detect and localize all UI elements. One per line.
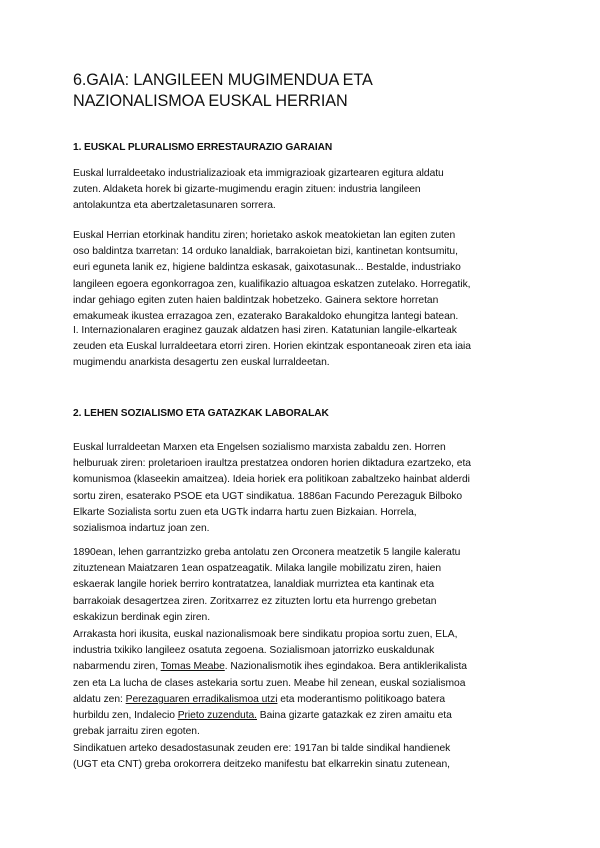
text-line: komunismoa (klaseekin amaitzea). Ideia horiek era politikoan zabaltzeko hainbat alderdi <box>73 474 470 486</box>
text-line: emakumeak ikustea errazagoa zen, ezaterako Barakaldoko ehungitza lantegi batean. <box>73 311 459 323</box>
text-line: helburuak ziren: proletarioen iraultza prestatzea ondoren horien diktadura ezartzeko, eta <box>73 458 471 470</box>
text-line: eskaerak langile horiek berriro kontratatzea, lanaldiak murriztea eta kantinak eta <box>73 579 435 591</box>
text-run: aldatu zen: <box>73 693 126 705</box>
paragraph-6 <box>73 627 513 740</box>
text-run: . Nazionalismotik ihes egindakoa. Bera antiklerikalista <box>224 661 467 673</box>
text-line: mugimendu anarkista desagertu zen euskal lurraldeetan. <box>73 357 330 369</box>
section-heading-2: 2. LEHEN SOZIALISMO ETA GATAZKAK LABORALAK <box>73 408 329 419</box>
text-line: Euskal lurraldeetan Marxen eta Engelsen sozialismo marxista zabaldu zen. Horren <box>73 442 446 453</box>
text-run: nabarmendu ziren, <box>73 661 161 673</box>
paragraph-2 <box>73 228 513 325</box>
text-line: zen eta La lucha de clases astekaria sortu zuen. Meabe hil zenean, euskal sozialismoa <box>73 677 466 689</box>
text-line: industria txikiko langileez osatuta zegoena. Sozialismoan jatorrizko euskaldunak <box>73 645 435 657</box>
link-perezagua[interactable]: Perezaguaren erradikalismoa utzi <box>125 693 278 705</box>
text-run: hurbildu zen, Indalecio <box>73 710 178 722</box>
text-line: Arrakasta hori ikusita, euskal nazionalismoak bere sindikatu propioa sortu zuen, ELA, <box>73 629 458 640</box>
text-line: Euskal Herrian etorkinak handitu ziren; horietako askok meatokietan lan egiten zuten <box>73 230 456 241</box>
text-line: langileen egoera egonkorragoa zen, kualifikazio altuagoa eskatzen zutelako. Horregatik, <box>73 278 471 290</box>
text-line: 1890ean, lehen garrantzizko greba antolatu zen Orconera meatzetik 5 langile kaleratu <box>73 547 461 558</box>
text-run: eta moderantismo politikoago batera <box>277 693 446 705</box>
text-line: antolakuntza eta abertzaletasunaren sorrera. <box>73 200 276 212</box>
paragraph-1 <box>73 166 513 215</box>
text-line: sortu ziren, esaterako PSOE eta UGT sindikatua. 1886an Facundo Perezaguk Bilboko <box>73 490 463 502</box>
link-prieto[interactable]: Prieto zuzenduta. <box>177 710 257 722</box>
text-line <box>73 708 513 724</box>
title-line-1: 6.GAIA: LANGILEEN MUGIMENDUA ETA <box>73 71 373 89</box>
text-line: I. Internazionalaren eraginez gauzak aldatzen hasi ziren. Katatunian langile-elkarteak <box>73 325 457 336</box>
text-line: sozialismoa indartuz joan zen. <box>73 523 210 535</box>
title-line-2: NAZIONALISMOA EUSKAL HERRIAN <box>73 92 348 110</box>
text-line: oso baldintza txarretan: 14 orduko lanaldiak, barrakoietan bizi, kantinetan kontsumitu, <box>73 246 458 258</box>
paragraph-7 <box>73 741 513 773</box>
link-tomas-meabe[interactable]: Tomas Meabe <box>160 661 225 673</box>
text-line: indar gehiago egiten zuten haien baldintzak hobetzeko. Gainera sektore horretan <box>73 294 439 306</box>
text-line: eskakizun berdinak egin ziren. <box>73 611 211 623</box>
paragraph-3 <box>73 323 513 372</box>
text-line <box>73 659 513 675</box>
text-line: grebak jarraitu ziren egoten. <box>73 726 200 738</box>
text-run: Baina gizarte gatazkak ez ziren amaitu eta <box>257 710 452 722</box>
document-title <box>73 70 493 112</box>
text-line <box>73 692 513 708</box>
text-line: zituztenean Maiatzaren 1ean ospatzeagatik. Milaka langile mobilizatu ziren, haien <box>73 563 442 575</box>
paragraph-4 <box>73 440 513 537</box>
text-line: zuten. Aldaketa horek bi gizarte-mugimendu eragin zituen: industria langileen <box>73 184 421 196</box>
text-line: Euskal lurraldeetako industrializazioak eta immigrazioak gizartearen egitura aldatu <box>73 168 444 179</box>
paragraph-5 <box>73 545 513 626</box>
text-line: zeuden eta Euskal lurraldeetara etorri ziren. Horien ekintzak espontaneoak ziren eta iaia <box>73 341 471 353</box>
text-line: Elkarte Sozialista sortu zuen eta UGTk indarra hartu zuen Bizkaian. Horrela, <box>73 506 417 518</box>
text-line: euri eguneta lanik ez, higiene baldintza eskasak, gaixotasunak... Bestalde, industriako <box>73 262 461 274</box>
text-line: barrakoiak desagertzea ziren. Zoritxarrez ez zituzten lortu eta hurrengo grebetan <box>73 595 437 607</box>
section-heading-1: 1. EUSKAL PLURALISMO ERRESTAURAZIO GARAIAN <box>73 142 333 153</box>
text-line: (UGT eta CNT) greba orokorrera deitzeko manifestu bat elkarrekin sinatu zutenean, <box>73 759 450 771</box>
text-line: Sindikatuen arteko desadostasunak zeuden ere: 1917an bi talde sindikal handienek <box>73 743 451 754</box>
